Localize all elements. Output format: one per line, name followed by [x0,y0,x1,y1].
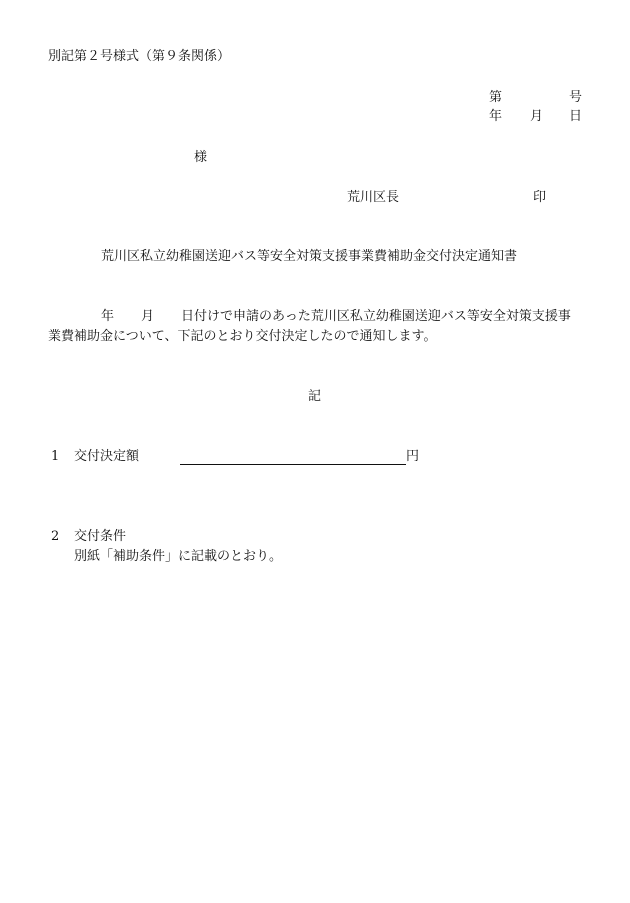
body-month-label: 月 [141,309,155,324]
document-title: 荒川区私立幼稚園送迎バス等安全対策支援事業費補助金交付決定通知書 [101,249,518,264]
body-year-label: 年 [101,309,115,324]
date-month-label: 月 [530,109,544,124]
item-2-detail: 別紙「補助条件」に記載のとおり。 [74,549,283,564]
document-number-prefix: 第 [489,90,503,105]
document-number-suffix: 号 [569,90,583,105]
body-line-1: 日付けで申請のあった荒川区私立幼稚園送迎バス等安全対策支援事 [181,309,571,324]
ki-heading: 記 [308,389,322,404]
item-1-label: 交付決定額 [74,449,140,464]
body-line-2: 業費補助金について、下記のとおり交付決定したので通知します。 [48,329,437,344]
amount-unit: 円 [406,449,420,464]
item-1-number: 1 [51,449,60,464]
seal-mark: 印 [533,190,547,205]
form-label: 別記第２号様式（第９条関係） [48,49,231,64]
date-day-label: 日 [569,109,583,124]
item-2-label: 交付条件 [74,529,127,544]
date-year-label: 年 [489,109,503,124]
addressee-honorific: 様 [194,150,208,165]
amount-field [180,449,419,465]
item-2-number: 2 [51,529,60,544]
issuer-title: 荒川区長 [347,190,400,205]
